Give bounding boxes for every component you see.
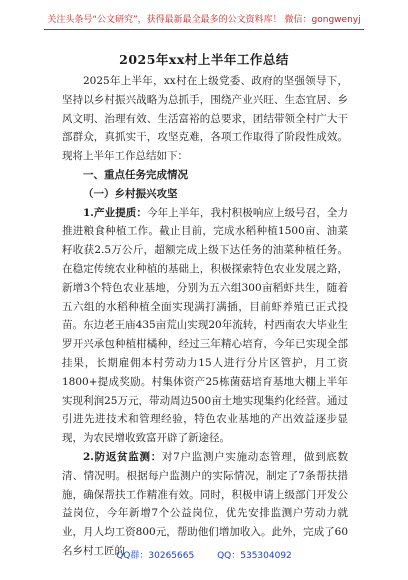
item-paragraph-industry <box>62 204 348 448</box>
contact-footer <box>0 548 408 561</box>
section-heading: 一、重点任务完成情况 <box>83 168 188 181</box>
item-text-poverty-monitoring: 对7户监测户实施动态管理，做到底数清、情况明。根据每户监测户的实际情况，制定了7条帮扶措施，确保帮扶工作精准有效。同时，积极申请上级部门开发公益岗位，今年新增7个公益岗位，优先安排监测户劳动力就业，月人均工资800元，帮助他们增加收入。此外，完成了60名乡村工匠的 <box>62 450 348 557</box>
item-paragraph-poverty-monitoring <box>62 448 348 561</box>
footer-qq-group: QQ群：30265665 <box>116 551 195 561</box>
promo-banner <box>0 12 408 25</box>
item-lead-poverty-monitoring: 2.防返贫监测： <box>83 450 162 463</box>
document-title: 2025年xx村上半年工作总结 <box>119 52 289 67</box>
banner-divider <box>44 29 364 30</box>
subsection-heading: （一）乡村振兴攻坚 <box>83 187 178 200</box>
item-lead-industry: 1.产业提质： <box>83 206 147 219</box>
document-body <box>62 72 348 561</box>
promo-banner-text: 关注头条号“公文研究”，获得最新最全最多的公文资料库！ 微信：gongwenyj <box>47 15 361 25</box>
item-text-industry: 今年上半年，我村积极响应上级号召，全力推进粮食种植工作。截止目前，完成水稻种植1500亩、油菜籽收获2.5万公斤，超额完成上级下达任务的油菜种植任务。在稳定传统农业种植的基础上，积极探索特色农业发展之路，新增3个特色农业基地，分别为五六组300亩稻虾共生，随着五六组的水稻种植全面实现满打满插，目前虾养殖已正式投苗。东边老王庙435亩荒山实现20年流转，村西南农大毕业生罗开兴承包种植柑橘种，经过三年精心培育，今年已实现全部挂果，长期雇佣本村劳动力15人进行分片区管护，月工资1800+提成奖励。村集体资产25栋菌菇培育基地大棚上半年实现利润25万元，带动周边500亩土地实现集约化经营。通过引进先进技术和管理经验，特色农业基地的产出效益逐步显现，为农民增收致富开辟了新途径。 <box>62 206 349 445</box>
intro-paragraph: 2025年上半年，xx村在上级党委、政府的坚强领导下，坚持以乡村振兴战略为总抓手，围绕产业兴旺、生态宜居、乡风文明、治理有效、生活富裕的总要求，团结带领全村广大干部群众，真抓实干，攻坚克难，各项工作取得了阶段性成效。现将上半年工作总结如下： <box>62 75 348 163</box>
footer-qq: QQ：535304092 <box>217 551 292 561</box>
